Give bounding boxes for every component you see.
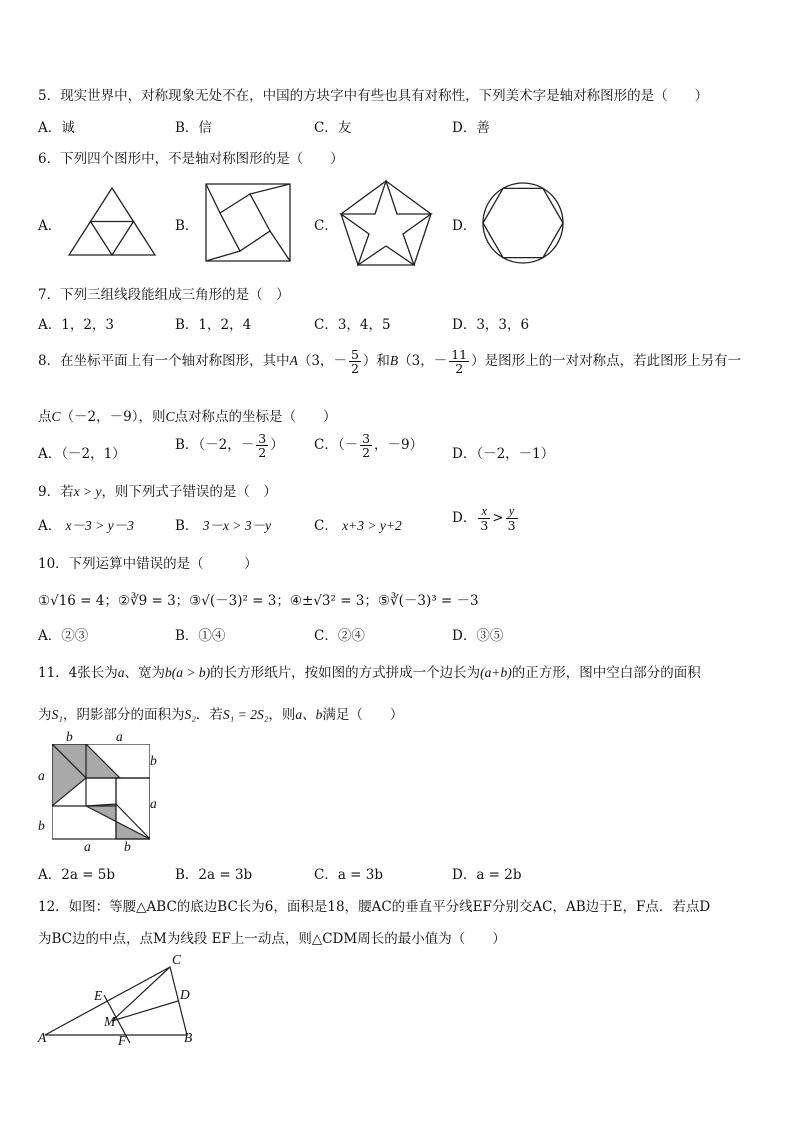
q11-stem-line1: 11．4张长为a、宽为b(a > b)的长方形纸片，按如图的方式拼成一个边长为(a+b)的正方形，图中空白部分的面积 — [38, 665, 701, 681]
q12-label-f: F — [118, 1033, 127, 1048]
q12-label-d: D — [180, 987, 190, 1002]
q11-option-c: C．a = 3b — [314, 867, 384, 883]
q11-label-a-left: a — [38, 768, 45, 783]
q11-label-b-bottom: b — [124, 839, 131, 854]
q12-stem-line2: 为BC边的中点，点M为线段 EF上一动点，则△CDM周长的最小值为（ ） — [38, 931, 506, 947]
q6-label-d: D． — [452, 218, 477, 234]
q8-stem-line2: 点C（－2，－9），则C点对称点的坐标是（ ） — [38, 409, 337, 425]
q6-stem: 6．下列四个图形中，不是轴对称图形的是（ ） — [38, 151, 344, 167]
q5-stem: 5．现实世界中，对称现象无处不在，中国的方块字中有些也具有对称性，下列美术字是轴对称图形的是（ ） — [38, 88, 709, 104]
q11-label-a-right: a — [150, 796, 157, 811]
q11-option-d: D．a = 2b — [452, 867, 522, 883]
q11-label-a-bottom: a — [84, 839, 91, 854]
q10-option-c: C．②④ — [314, 628, 365, 644]
q8-option-b: B．（－2，－ $\frac{3}{2}$ ） — [175, 431, 284, 461]
q12-stem-line1: 12．如图：等腰△ABC的底边BC长为6，面积是18，腰AC的垂直平分线EF分别交AC，AB边于E，F点．若点D — [38, 899, 711, 915]
q10-option-a: A．②③ — [38, 628, 89, 644]
pentagon-star-figure — [336, 178, 436, 268]
q11-stem-line2: 为S₁，阴影部分的面积为S₂．若S₁ = 2S₂，则a、b满足（ ） — [38, 707, 404, 723]
q5-option-d: D．善 — [452, 120, 490, 136]
q12-label-a: A — [38, 1030, 47, 1045]
q12-triangle-figure — [40, 955, 200, 1045]
q12-label-b: B — [184, 1030, 193, 1045]
q12-label-c: C — [172, 952, 182, 967]
q10-option-d: D．③⑤ — [452, 628, 504, 644]
q8-option-d: D．（－2，－1） — [452, 446, 555, 462]
circle-hexagon-figure — [478, 180, 568, 266]
q10-stem: 10．下列运算中错误的是（ ） — [38, 556, 258, 572]
q5-option-c: C．友 — [314, 120, 352, 136]
q9-option-c: C． x+3 > y+2 — [314, 518, 402, 534]
q7-option-c: C．3，4，5 — [314, 317, 391, 333]
q10-option-b: B．①④ — [175, 628, 226, 644]
q11-label-b-left: b — [38, 818, 45, 833]
triangle-figure — [66, 185, 158, 259]
q11-option-a: A．2a = 5b — [38, 867, 116, 883]
square-figure — [202, 181, 294, 265]
q11-option-b: B．2a = 3b — [175, 867, 253, 883]
q7-option-b: B．1，2，4 — [175, 317, 252, 333]
q7-stem: 7．下列三组线段能组成三角形的是（ ） — [38, 287, 290, 303]
q5-option-a: A．诚 — [38, 120, 75, 136]
q6-label-c: C． — [314, 218, 338, 234]
q8-option-a: A．（－2，1） — [38, 446, 126, 462]
q11-label-b-top: b — [66, 729, 73, 744]
q7-option-d: D．3，3，6 — [452, 317, 530, 333]
q9-option-b: B． 3－x > 3－y — [175, 518, 272, 534]
q11-label-a-top: a — [116, 729, 123, 744]
q9-option-a: A． x－3 > y－3 — [38, 518, 134, 534]
q6-label-b: B． — [175, 218, 199, 234]
q11-label-b-right: b — [150, 753, 157, 768]
q12-label-e: E — [94, 988, 103, 1003]
q8-option-c: C．（－ $\frac{3}{2}$ ，－9） — [314, 431, 424, 461]
q9-stem: 9．若x > y，则下列式子错误的是（ ） — [38, 484, 277, 500]
q10-expressions: ①√16 = 4；②∛9 = 3；③√(－3)² = 3；④±√3² = 3；⑤∛(－3)³ = －3 — [38, 593, 479, 609]
q7-option-a: A．1，2，3 — [38, 317, 115, 333]
q11-square-figure — [52, 744, 150, 840]
q6-label-a: A． — [38, 218, 62, 234]
q12-label-m: M — [104, 1014, 116, 1029]
q5-option-b: B．信 — [175, 120, 212, 136]
q8-stem-line1: 8．在坐标平面上有一个轴对称图形，其中A（3，－ $\frac{5}{2}$ ）和B（3，－ $\frac{11}{2}$ ）是图形上的一对对称点，若此图形上另有一 — [38, 347, 742, 377]
q9-option-d: D． $\frac{x}{3}$ > $\frac{y}{3}$ — [452, 504, 516, 534]
